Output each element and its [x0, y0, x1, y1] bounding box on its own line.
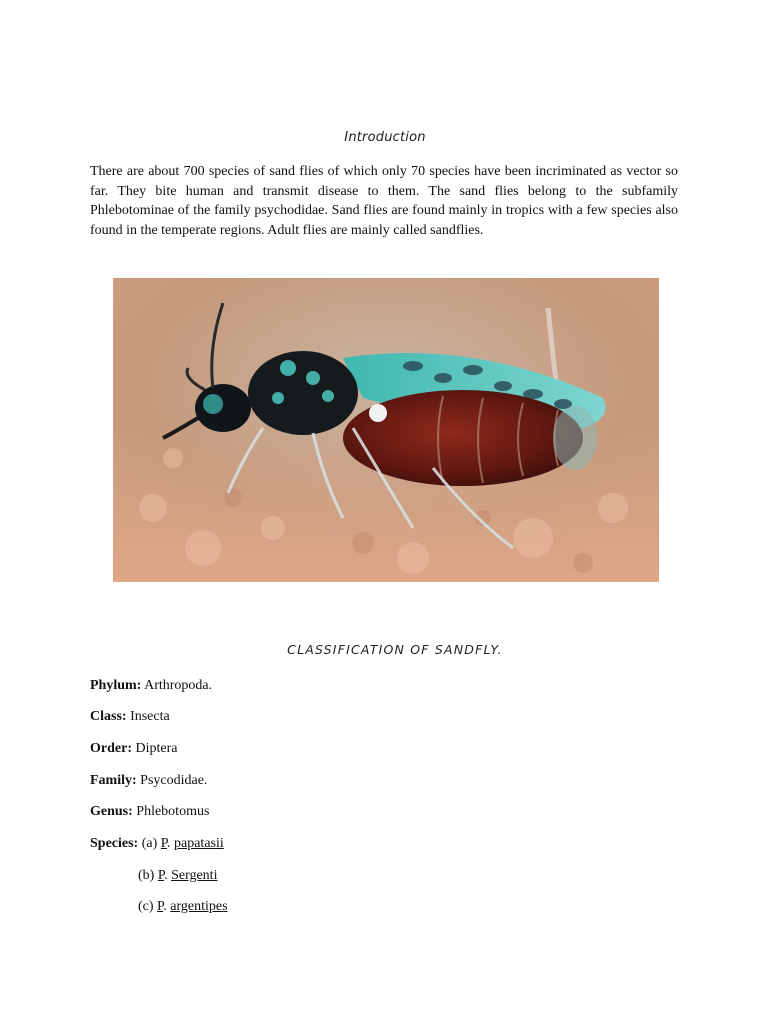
phylum-row [90, 677, 212, 695]
class-row [90, 708, 170, 726]
class-label: Class: [90, 709, 127, 724]
order-value: Diptera [135, 741, 178, 756]
species-c-name: argentipes [170, 899, 228, 914]
species-a-marker: (a) [141, 836, 158, 851]
sandfly-photo [113, 278, 659, 582]
species-b-genus: P [157, 868, 165, 883]
classification-heading: CLASSIFICATION OF SANDFLY. [287, 642, 503, 657]
species-b-row: (b) P. Sergenti [138, 868, 218, 883]
species-label: Species: [90, 836, 139, 851]
genus-row [90, 803, 209, 821]
family-value: Psycodidae. [140, 773, 208, 788]
introduction-paragraph: There are about 700 species of sand flies of which only 70 species have been incriminated as vector so far. They bite human and transmit disease to them. The sand flies belong to the subfamily Phlebotominae of the family psychodidae. Sand flies are found mainly in tropics with a few species also found in the temperate regions. Adult flies are mainly called sandflies. [90, 164, 678, 238]
order-label: Order: [90, 741, 132, 756]
class-value: Insecta [130, 709, 170, 724]
family-row [90, 772, 207, 790]
species-c-genus: P [157, 899, 164, 914]
species-a-genus: P [160, 836, 167, 851]
phylum-value: Arthropoda. [144, 678, 213, 693]
genus-label: Genus: [90, 804, 133, 819]
species-c-marker: (c) [138, 899, 154, 914]
species-c-row: (c) P. argentipes [138, 899, 228, 914]
species-b-marker: (b) [138, 868, 155, 883]
family-label: Family: [90, 773, 137, 788]
phylum-label: Phylum: [90, 678, 142, 693]
genus-value: Phlebotomus [136, 804, 210, 819]
species-b-name: Sergenti [171, 868, 218, 883]
species-row: Species: (a) P. papatasii [90, 836, 224, 851]
order-row [90, 740, 177, 758]
introduction-heading: Introduction [344, 130, 426, 145]
species-a-name: papatasii [174, 836, 224, 851]
